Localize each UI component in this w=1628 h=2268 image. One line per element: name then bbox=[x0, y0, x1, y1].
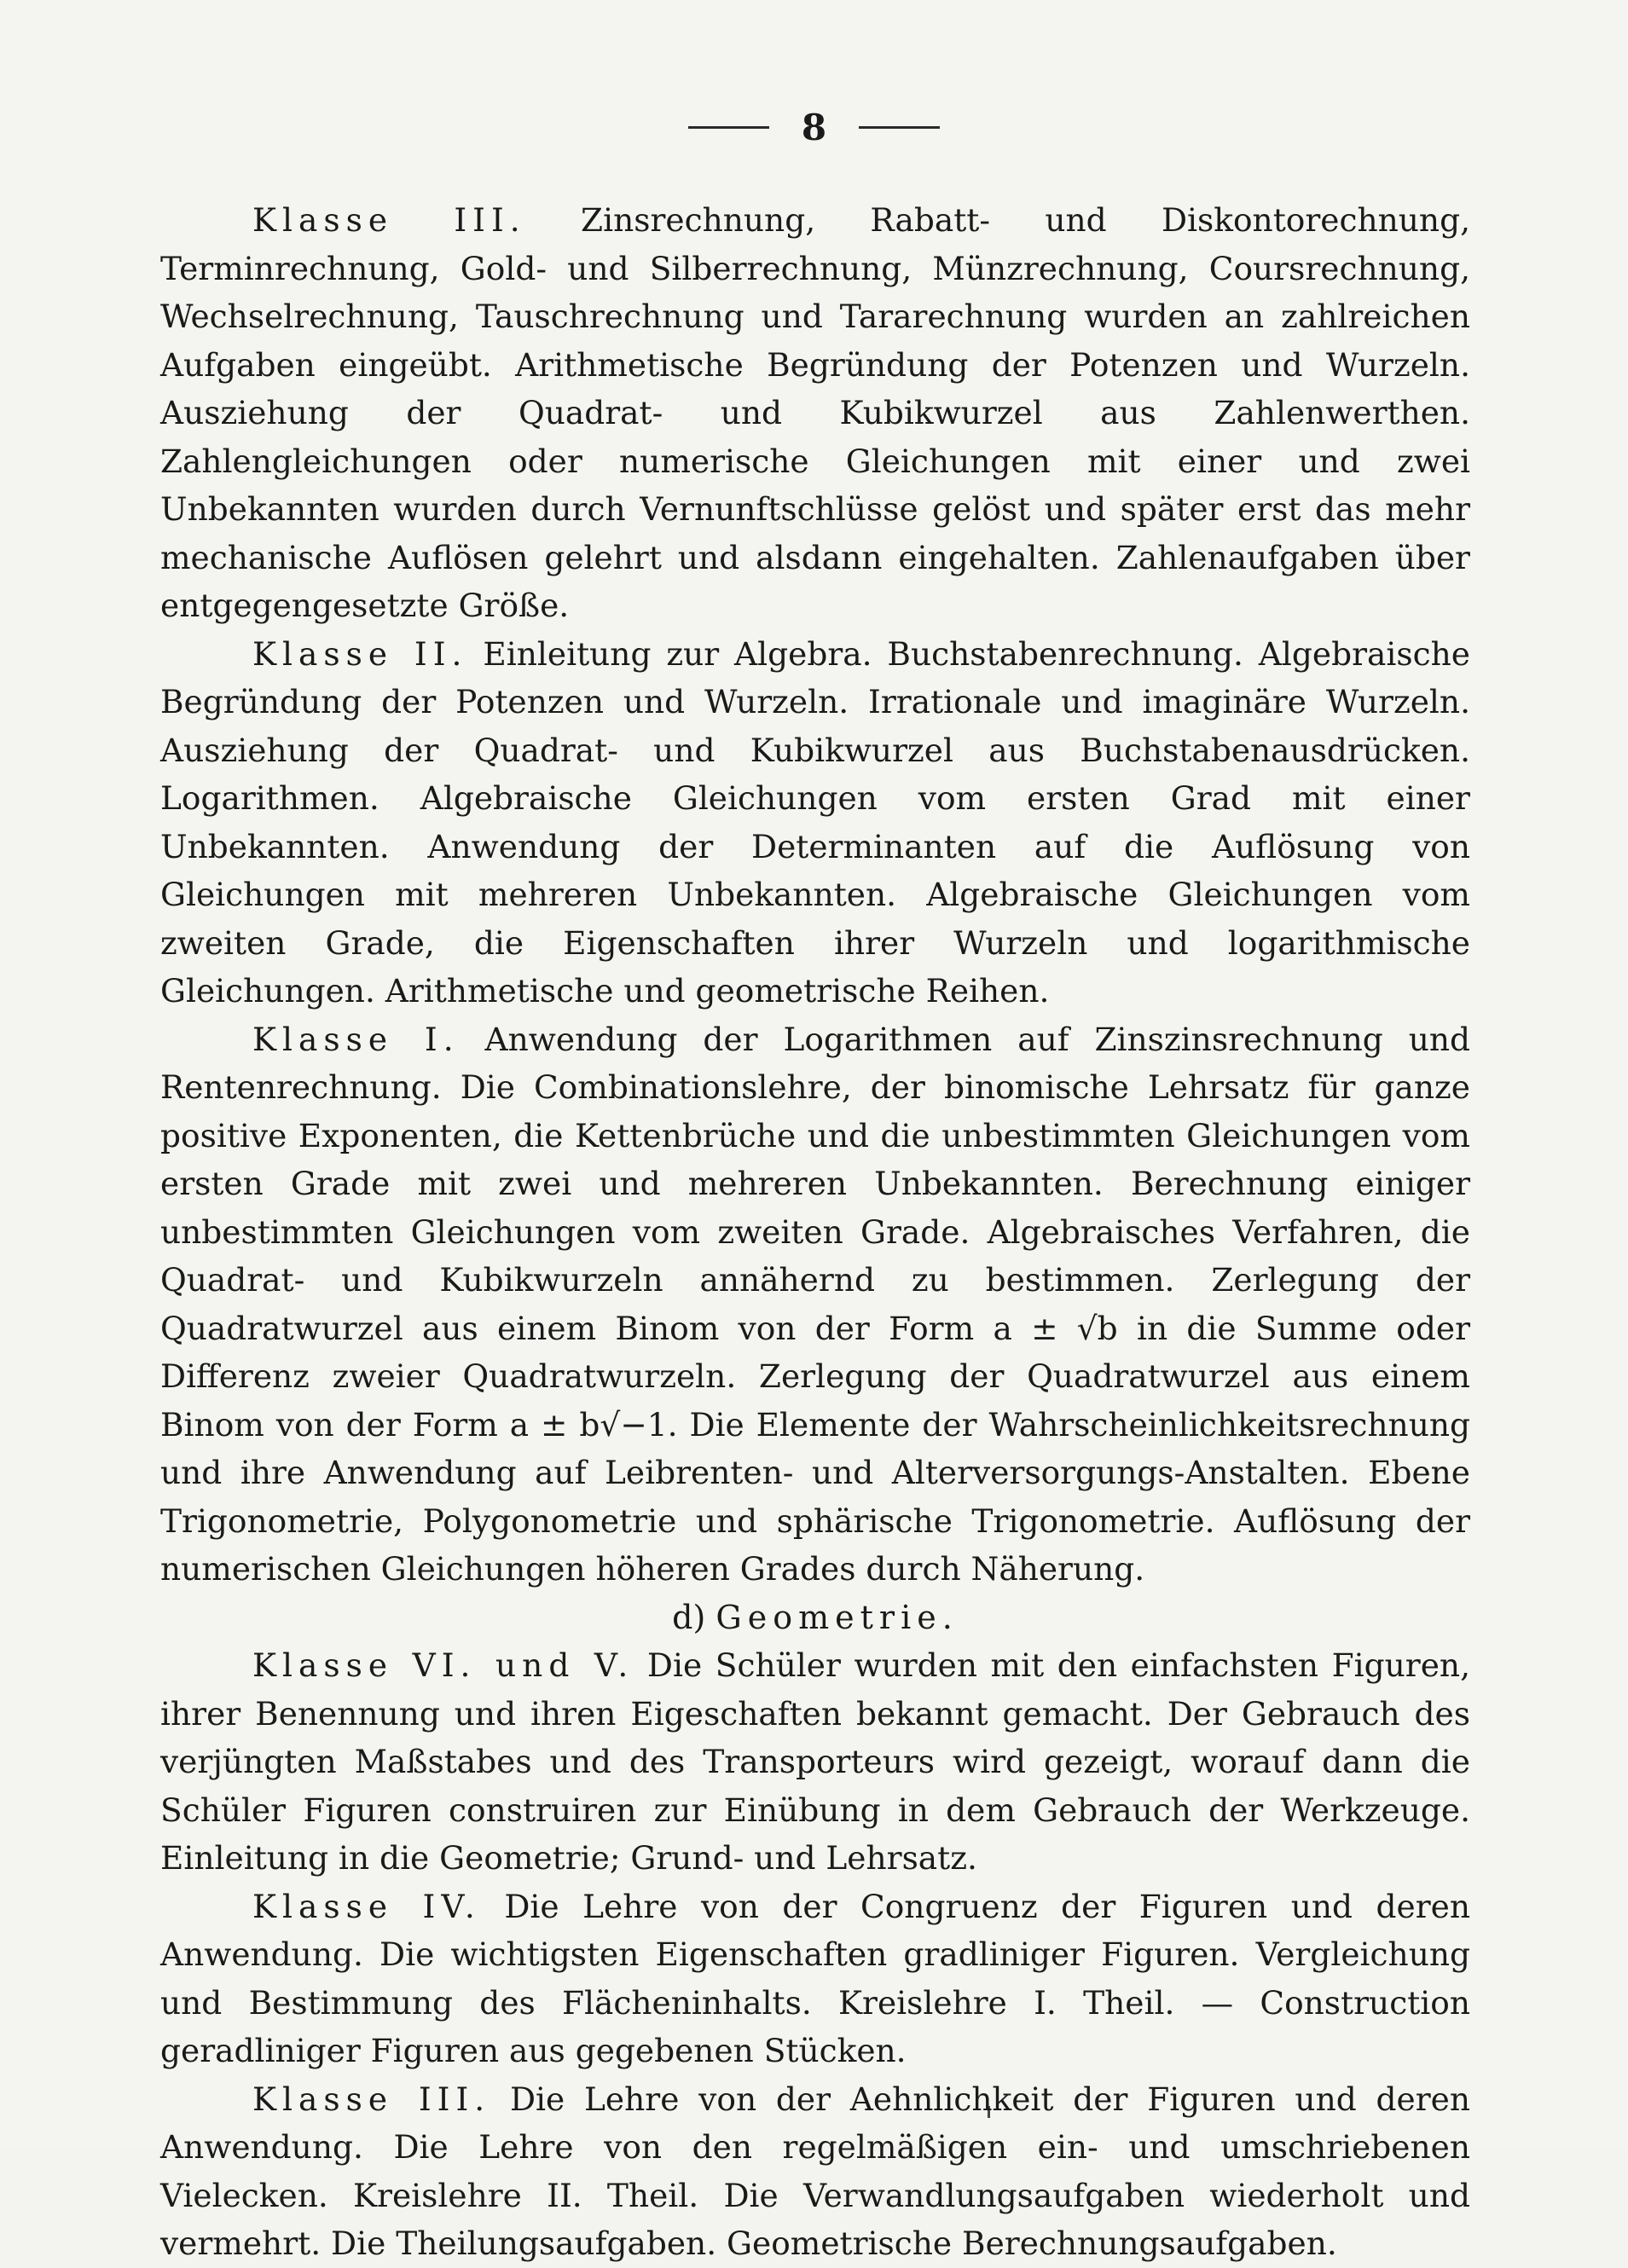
paragraph-text: Die Lehre von der Aehnlichkeit der Figuren und deren Anwendung. Die Lehre von den regelmäßigen ein- und umschriebenen Vielecken. Kreislehre II. Theil. Die Verwandlungsaufgaben wiederholt und vermehrt. Die Theilungsaufgaben. Geometrische Berechnungsaufgaben. bbox=[160, 2080, 1470, 2262]
paragraph-klasse-2 bbox=[160, 630, 1470, 1015]
paragraph-text: Die Lehre von der Congruenz der Figuren und deren Anwendung. Die wichtigsten Eigenschaften gradliniger Figuren. Vergleichung und Bestimmung des Flächeninhalts. Kreislehre I. Theil. — Construction geradliniger Figuren aus gegebenen Stücken. bbox=[160, 1887, 1470, 2069]
section-heading-geometrie bbox=[160, 1594, 1470, 1642]
paragraph-klasse-1 bbox=[160, 1015, 1470, 1594]
paragraph-text: Anwendung der Logarithmen auf Zinszinsrechnung und Rentenrechnung. Die Combinationslehre, der binomische Lehrsatz für ganze positive Exponenten, die Kettenbrüche und die unbestimmten Gleichungen vom ersten Grade mit zwei und mehreren Unbekannten. Berechnung einiger unbestimmten Gleichungen vom zweiten Grade. Algebraisches Verfahren, die Quadrat- und Kubikwurzeln annähernd zu bestimmen. Zerlegung der Quadratwurzel aus einem Binom von der Form a ± √b in die Summe oder Differenz zweier Quadratwurzeln. Zerlegung der Quadratwurzel aus einem Binom von der Form a ± b√−1. Die Elemente der Wahrscheinlichkeitsrechnung und ihre Anwendung auf Leibrenten- und Alterversorgungs-Anstalten. Ebene Trigonometrie, Polygonometrie und sphärische Trigonometrie. Auflösung der numerischen Gleichungen höheren Grades durch Näherung. bbox=[160, 1020, 1470, 1588]
class-label: Klasse IV. bbox=[252, 1887, 481, 1925]
page-header bbox=[0, 107, 1628, 148]
class-label: Klasse VI. und V. bbox=[252, 1646, 634, 1684]
header-rule-left bbox=[688, 126, 769, 129]
paragraph-klasse-6-5 bbox=[160, 1641, 1470, 1883]
class-label: Klasse I. bbox=[252, 1020, 460, 1058]
class-label: Klasse III. bbox=[252, 201, 526, 239]
class-label: Klasse III. bbox=[252, 2080, 491, 2118]
page-body bbox=[160, 196, 1470, 2268]
paragraph-klasse-4 bbox=[160, 1883, 1470, 2075]
paragraph-klasse-3-arith bbox=[160, 196, 1470, 630]
paragraph-text: Zinsrechnung, Rabatt- und Diskontorechnung, Terminrechnung, Gold- und Silberrechnung, Münzrechnung, Coursrechnung, Wechselrechnung, Tauschrechnung und Tararechnung wurden an zahlreichen Aufgaben eingeübt. Arithmetische Begründung der Potenzen und Wurzeln. Ausziehung der Quadrat- und Kubikwurzel aus Zahlenwerthen. Zahlengleichungen oder numerische Gleichungen mit einer und zwei Unbekannten wurden durch Vernunftschlüsse gelöst und später erst das mehr mechanische Auflösen gelehrt und alsdann eingehalten. Zahlenaufgaben über entgegengesetzte Größe. bbox=[160, 201, 1470, 624]
paragraph-text: Einleitung zur Algebra. Buchstabenrechnung. Algebraische Begründung der Potenzen und Wurzeln. Irrationale und imaginäre Wurzeln. Ausziehung der Quadrat- und Kubikwurzel aus Buchstabenausdrücken. Logarithmen. Algebraische Gleichungen vom ersten Grad mit einer Unbekannten. Anwendung der Determinanten auf die Auflösung von Gleichungen mit mehreren Unbekannten. Algebraische Gleichungen vom zweiten Grade, die Eigenschaften ihrer Wurzeln und logarithmische Gleichungen. Arithmetische und geometrische Reihen. bbox=[160, 634, 1470, 1010]
paragraph-klasse-3-geom bbox=[160, 2075, 1470, 2268]
heading-prefix: d) bbox=[672, 1598, 706, 1636]
page-number: 8 bbox=[801, 107, 827, 148]
paragraph-text: Die Schüler wurden mit den einfachsten Figuren, ihrer Benennung und ihren Eigeschaften bekannt gemacht. Der Gebrauch des verjüngten Maßstabes und des Transporteurs wird gezeigt, worauf dann die Schüler Figuren construiren zur Einübung in dem Gebrauch der Werkzeuge. Einleitung in die Geometrie; Grund- und Lehrsatz. bbox=[160, 1646, 1470, 1877]
class-label: Klasse II. bbox=[252, 634, 468, 673]
header-rule-right bbox=[859, 126, 940, 129]
heading-word: Geometrie. bbox=[716, 1598, 959, 1636]
